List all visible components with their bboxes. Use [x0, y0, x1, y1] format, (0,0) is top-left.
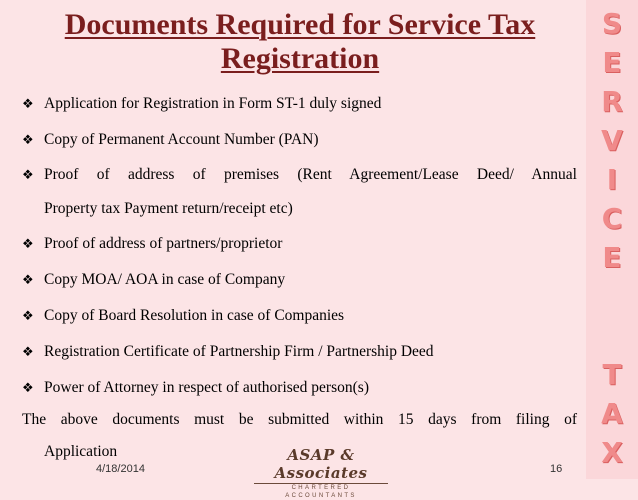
logo-main-text: ASAP & Associates — [274, 446, 368, 482]
side-letter: A — [601, 397, 623, 430]
diamond-bullet-icon: ❖ — [22, 167, 34, 182]
logo-sub-text: CHARTERED ACCOUNTANTS — [254, 483, 388, 500]
closing-line-1: The above documents must be submitted within 15 days from filing of — [22, 411, 577, 428]
list-item — [22, 262, 577, 298]
list-item-text: Copy of Permanent Account Number (PAN) — [44, 131, 319, 148]
list-item-text: Proof of address of premises (Rent Agreement/Lease Deed/ Annual — [44, 166, 577, 183]
list-item — [22, 226, 577, 262]
diamond-bullet-icon: ❖ — [22, 96, 34, 111]
diamond-bullet-icon: ❖ — [22, 344, 34, 359]
list-item-text: Power of Attorney in respect of authorised person(s) — [44, 379, 369, 396]
diamond-bullet-icon: ❖ — [22, 380, 34, 395]
company-logo — [248, 446, 394, 499]
diamond-bullet-icon: ❖ — [22, 132, 34, 147]
side-letter: C — [601, 202, 623, 235]
list-item — [22, 122, 577, 158]
side-letter: E — [602, 46, 622, 79]
side-letter: V — [601, 124, 623, 157]
documents-list — [22, 86, 577, 406]
diamond-bullet-icon: ❖ — [22, 308, 34, 323]
list-item-text: Registration Certificate of Partnership Firm / Partnership Deed — [44, 343, 434, 360]
side-letter: E — [602, 241, 622, 274]
side-letter: S — [601, 7, 623, 40]
list-item-text: Copy of Board Resolution in case of Companies — [44, 307, 345, 324]
footer-date: 4/18/2014 — [96, 463, 145, 475]
diamond-bullet-icon: ❖ — [22, 236, 34, 251]
title-line-2: Registration — [220, 42, 380, 75]
diamond-bullet-icon: ❖ — [22, 272, 34, 287]
side-letter: R — [601, 85, 623, 118]
closing-line-2: Application — [44, 443, 118, 460]
side-letter: T — [602, 358, 622, 391]
title-line-1: Documents Required for Service Tax — [64, 8, 536, 41]
list-item-text: Proof of address of partners/proprietor — [44, 235, 283, 252]
side-letter: X — [601, 436, 623, 469]
list-item — [22, 334, 577, 370]
list-item — [22, 370, 577, 406]
list-item — [22, 298, 577, 334]
list-item — [22, 158, 577, 226]
vertical-service-tax-letters — [590, 4, 634, 472]
side-letter: I — [606, 163, 618, 196]
list-item — [22, 86, 577, 122]
page-number: 16 — [550, 463, 563, 475]
list-item-continuation: Property tax Payment return/receipt etc) — [44, 200, 293, 217]
slide-title — [40, 8, 560, 76]
list-item-text: Application for Registration in Form ST-1 duly signed — [44, 95, 382, 112]
list-item-text: Copy MOA/ AOA in case of Company — [44, 271, 286, 288]
side-letter-spacer — [590, 277, 634, 355]
